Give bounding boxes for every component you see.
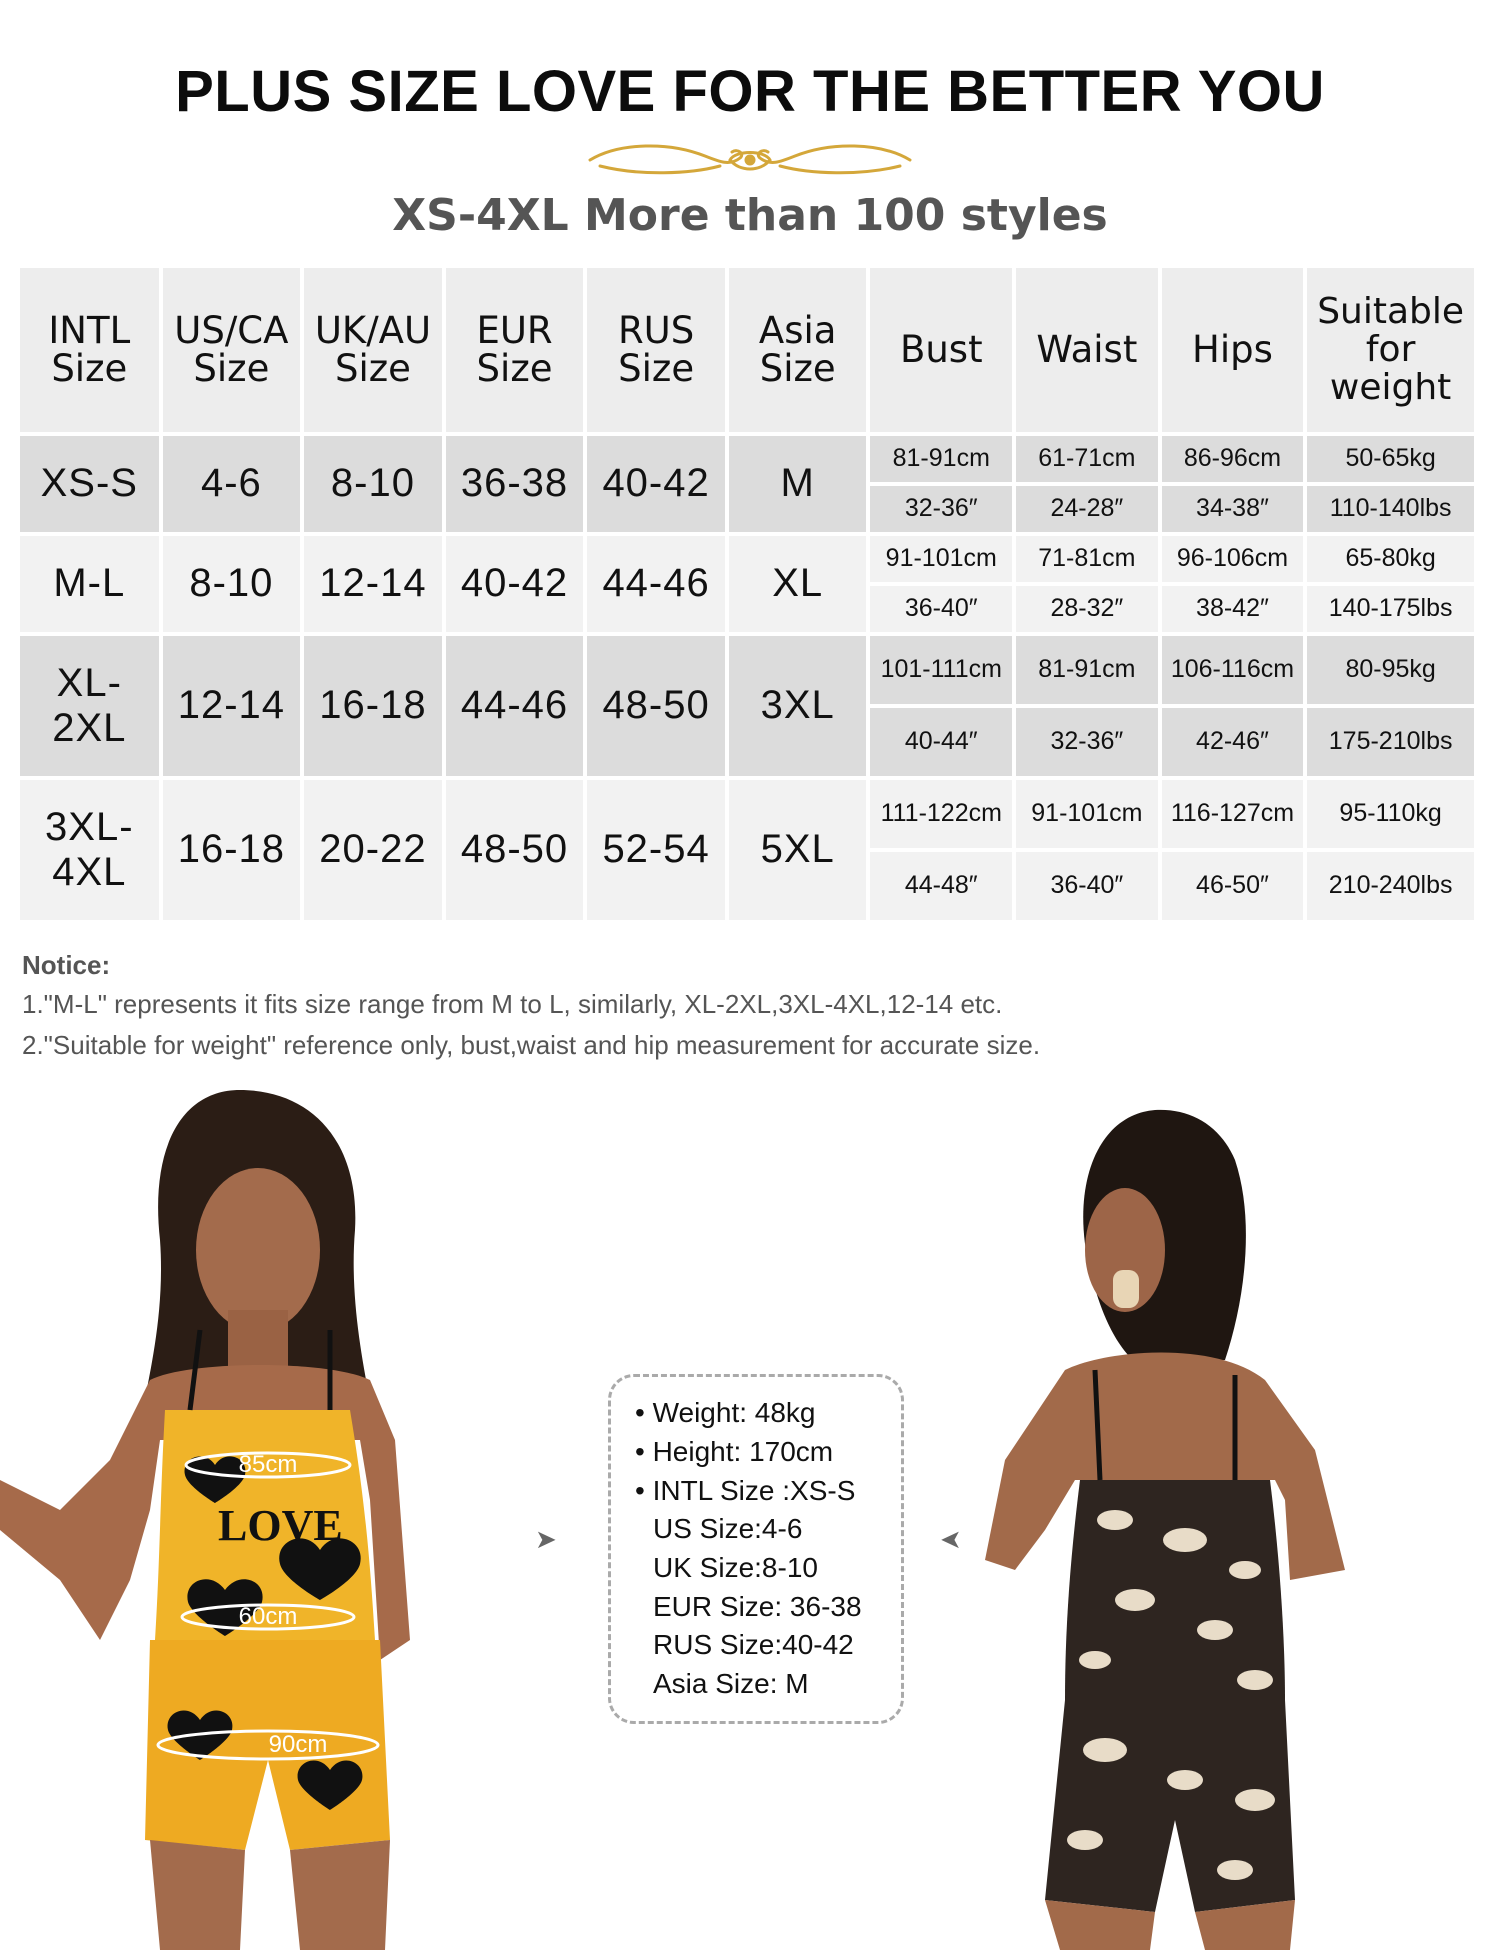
header-waist-l1: Waist: [1036, 328, 1138, 371]
back-model-photo: [985, 1100, 1500, 1950]
cell-hips-cm: 106-116cm: [1162, 636, 1304, 704]
model-intl-size: • INTL Size :XS-S: [635, 1475, 856, 1506]
cell-intl: 3XL-4XL: [20, 780, 159, 920]
cell-waist-cm: 81-91cm: [1016, 636, 1158, 704]
hips-measure-label: 90cm: [268, 1731, 328, 1758]
cell-asia: 5XL: [729, 780, 867, 920]
header-rus-l2: Size: [618, 347, 695, 390]
model-uk-size: UK Size:8-10: [653, 1552, 818, 1583]
model-rus-size: RUS Size:40-42: [653, 1629, 854, 1660]
model-weight: • Weight: 48kg: [635, 1397, 816, 1428]
table-row: [20, 636, 1474, 704]
cell-eur: 44-46: [446, 636, 584, 776]
cell-rus: 44-46: [587, 536, 725, 632]
cell-asia: 3XL: [729, 636, 867, 776]
front-model-illustration: [0, 1080, 500, 1950]
header-waist: [1016, 268, 1158, 432]
notice-block: [22, 950, 1040, 1071]
cell-hips-in: 34-38″: [1162, 486, 1304, 532]
cell-uk: 8-10: [304, 436, 442, 532]
cell-uk: 12-14: [304, 536, 442, 632]
cell-us: 16-18: [163, 780, 301, 920]
header-weight-l1: Suitable: [1317, 291, 1465, 332]
cell-waist-in: 28-32″: [1016, 586, 1158, 632]
cell-hips-in: 42-46″: [1162, 708, 1304, 776]
cell-waist-cm: 71-81cm: [1016, 536, 1158, 582]
model-eur-size: EUR Size: 36-38: [653, 1591, 862, 1622]
cell-asia: XL: [729, 536, 867, 632]
cell-weight-kg: 50-65kg: [1307, 436, 1474, 482]
cell-waist-in: 36-40″: [1016, 852, 1158, 920]
bust-measure-label: 85cm: [238, 1451, 298, 1478]
header-weight: [1307, 268, 1474, 432]
cell-weight-lbs: 110-140lbs: [1307, 486, 1474, 532]
arrow-left-icon: ➤: [940, 1524, 962, 1554]
cell-bust-cm: 91-101cm: [870, 536, 1012, 582]
table-row: [20, 536, 1474, 582]
header-hips: [1162, 268, 1304, 432]
cell-us: 8-10: [163, 536, 301, 632]
cell-bust-cm: 111-122cm: [870, 780, 1012, 848]
waist-measure-label: 60cm: [238, 1603, 298, 1630]
notice-heading: Notice:: [22, 950, 111, 980]
cell-eur: 40-42: [446, 536, 584, 632]
notice-line-2: 2."Suitable for weight" reference only, bust,waist and hip measurement for accurate size.: [22, 1030, 1041, 1060]
front-model-photo: [0, 1080, 500, 1950]
header-uk-l1: UK/AU: [314, 309, 432, 352]
cell-bust-in: 36-40″: [870, 586, 1012, 632]
cell-hips-cm: 116-127cm: [1162, 780, 1304, 848]
cell-hips-in: 38-42″: [1162, 586, 1304, 632]
header-intl: [20, 268, 159, 432]
cell-bust-in: 40-44″: [870, 708, 1012, 776]
header-eur: [446, 268, 584, 432]
header-rus: [587, 268, 725, 432]
cell-weight-kg: 65-80kg: [1307, 536, 1474, 582]
print-love-text: LOVE: [218, 1501, 343, 1550]
cell-intl: M-L: [20, 536, 159, 632]
header-us-l2: Size: [193, 347, 270, 390]
model-us-size: US Size:4-6: [653, 1513, 803, 1544]
cell-waist-cm: 91-101cm: [1016, 780, 1158, 848]
header-intl-l1: INTL: [48, 309, 131, 352]
cell-uk: 20-22: [304, 780, 442, 920]
cell-uk: 16-18: [304, 636, 442, 776]
cell-bust-in: 32-36″: [870, 486, 1012, 532]
model-info-box: [608, 1374, 904, 1724]
cell-bust-in: 44-48″: [870, 852, 1012, 920]
cell-waist-in: 24-28″: [1016, 486, 1158, 532]
cell-waist-in: 32-36″: [1016, 708, 1158, 776]
header-weight-l2: for weight: [1329, 329, 1452, 408]
cell-bust-cm: 101-111cm: [870, 636, 1012, 704]
cell-us: 4-6: [163, 436, 301, 532]
page-subtitle: XS-4XL More than 100 styles: [392, 190, 1108, 241]
cell-hips-in: 46-50″: [1162, 852, 1304, 920]
header-rus-l1: RUS: [617, 309, 695, 352]
table-row: [20, 436, 1474, 482]
size-chart-table: [16, 264, 1478, 924]
header-eur-l2: Size: [476, 347, 553, 390]
gold-ornament-divider: [580, 136, 920, 182]
header-asia-l1: Asia: [758, 309, 837, 352]
header-uk: [304, 268, 442, 432]
cell-hips-cm: 86-96cm: [1162, 436, 1304, 482]
cell-us: 12-14: [163, 636, 301, 776]
cell-weight-lbs: 210-240lbs: [1307, 852, 1474, 920]
header-bust-l1: Bust: [899, 328, 983, 371]
model-height: • Height: 170cm: [635, 1436, 834, 1467]
header-us-l1: US/CA: [174, 309, 289, 352]
cell-weight-kg: 95-110kg: [1307, 780, 1474, 848]
table-row: [20, 780, 1474, 848]
page-title: PLUS SIZE LOVE FOR THE BETTER YOU: [175, 59, 1325, 124]
cell-eur: 36-38: [446, 436, 584, 532]
header-asia: [729, 268, 867, 432]
cell-intl: XL-2XL: [20, 636, 159, 776]
model-asia-size: Asia Size: M: [653, 1668, 809, 1699]
header-us: [163, 268, 301, 432]
header-eur-l1: EUR: [476, 309, 553, 352]
cell-intl: XS-S: [20, 436, 159, 532]
header-intl-l2: Size: [51, 347, 128, 390]
back-model-illustration: [985, 1100, 1500, 1950]
cell-rus: 52-54: [587, 780, 725, 920]
cell-asia: M: [729, 436, 867, 532]
arrow-right-icon: ➤: [535, 1524, 557, 1554]
cell-hips-cm: 96-106cm: [1162, 536, 1304, 582]
table-header-row: [20, 268, 1474, 432]
header-bust: [870, 268, 1012, 432]
cell-weight-kg: 80-95kg: [1307, 636, 1474, 704]
cell-rus: 48-50: [587, 636, 725, 776]
cell-weight-lbs: 175-210lbs: [1307, 708, 1474, 776]
header-hips-l1: Hips: [1192, 328, 1273, 371]
cell-bust-cm: 81-91cm: [870, 436, 1012, 482]
cell-weight-lbs: 140-175lbs: [1307, 586, 1474, 632]
cell-waist-cm: 61-71cm: [1016, 436, 1158, 482]
notice-line-1: 1."M-L" represents it fits size range from M to L, similarly, XL-2XL,3XL-4XL,12-14 etc.: [22, 989, 1003, 1019]
header-asia-l2: Size: [759, 347, 836, 390]
cell-rus: 40-42: [587, 436, 725, 532]
header-uk-l2: Size: [334, 347, 411, 390]
cell-eur: 48-50: [446, 780, 584, 920]
